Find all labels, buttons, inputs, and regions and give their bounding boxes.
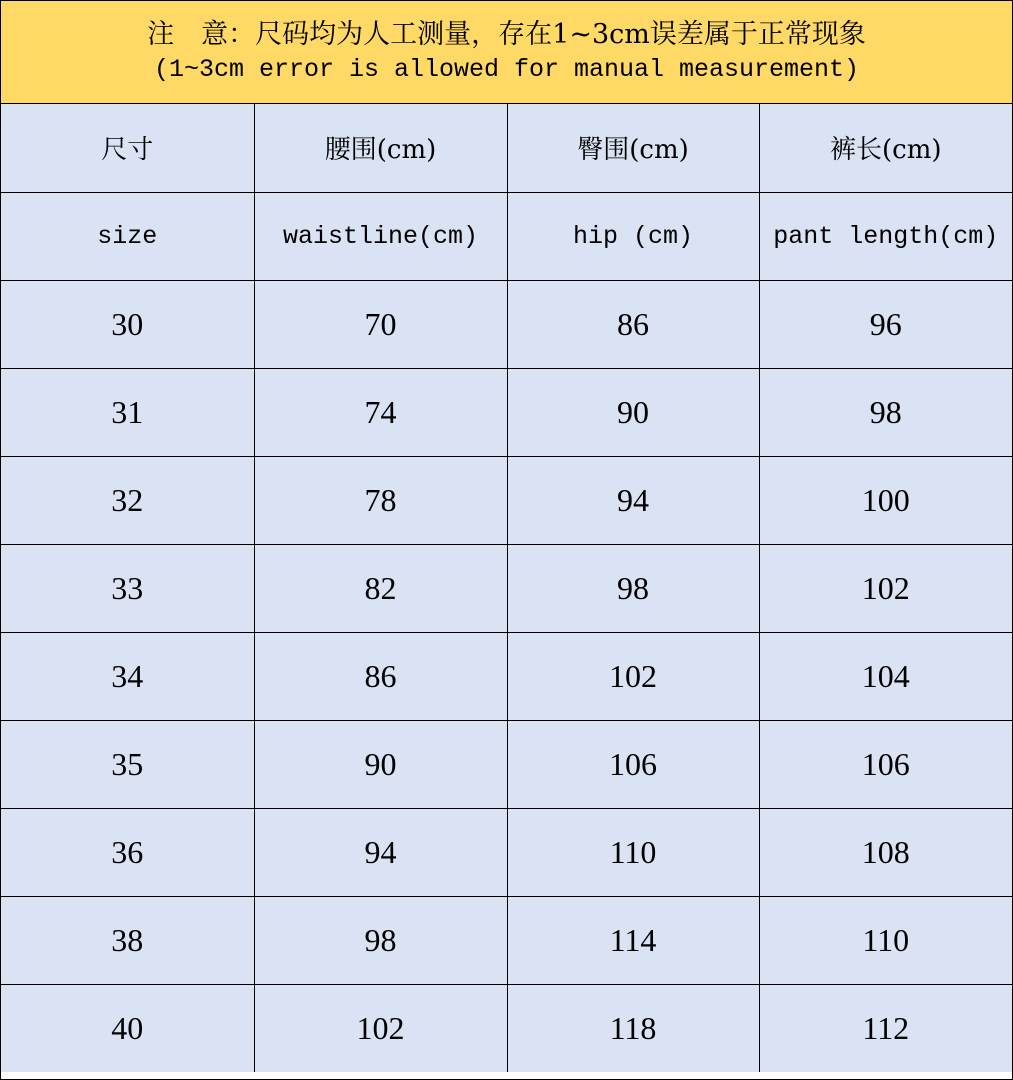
pant-length-cell: 100 (759, 456, 1012, 544)
hip-cell: 94 (507, 456, 759, 544)
size-cell: 34 (1, 632, 254, 720)
pant-length-cell: 112 (759, 984, 1012, 1072)
table-row (1, 280, 1012, 368)
size-table-body (1, 104, 1012, 1072)
pant-length-cell: 108 (759, 808, 1012, 896)
pant-length-cell: 106 (759, 720, 1012, 808)
notice-english: (1~3cm error is allowed for manual measurement) (153, 55, 860, 84)
waistline-cell: 98 (254, 896, 507, 984)
pant-length-cell: 102 (759, 544, 1012, 632)
hip-cell: 90 (507, 368, 759, 456)
hip-cell: 106 (507, 720, 759, 808)
pant-length-cell: 98 (759, 368, 1012, 456)
hip-cell: 118 (507, 984, 759, 1072)
header-row-english (1, 192, 1012, 280)
header-hip-cn: 臀围(cm) (507, 104, 759, 192)
size-table (1, 104, 1012, 1072)
size-cell: 33 (1, 544, 254, 632)
pant-length-cell: 96 (759, 280, 1012, 368)
waistline-cell: 70 (254, 280, 507, 368)
table-row (1, 808, 1012, 896)
hip-cell: 110 (507, 808, 759, 896)
size-cell: 38 (1, 896, 254, 984)
header-waist-cn: 腰围(cm) (254, 104, 507, 192)
measurement-notice (1, 1, 1012, 104)
header-size-cn: 尺寸 (1, 104, 254, 192)
hip-cell: 114 (507, 896, 759, 984)
waistline-cell: 102 (254, 984, 507, 1072)
header-row-chinese (1, 104, 1012, 192)
header-length-en: pant length(cm) (759, 192, 1012, 280)
waistline-cell: 94 (254, 808, 507, 896)
hip-cell: 86 (507, 280, 759, 368)
header-waist-en: waistline(cm) (254, 192, 507, 280)
pant-length-cell: 104 (759, 632, 1012, 720)
table-row (1, 368, 1012, 456)
header-hip-en: hip (cm) (507, 192, 759, 280)
size-cell: 32 (1, 456, 254, 544)
waistline-cell: 74 (254, 368, 507, 456)
table-row (1, 720, 1012, 808)
size-cell: 36 (1, 808, 254, 896)
hip-cell: 98 (507, 544, 759, 632)
pant-length-cell: 110 (759, 896, 1012, 984)
notice-chinese: 注 意：尺码均为人工测量，存在1~3cm误差属于正常现象 (147, 19, 866, 50)
table-row (1, 984, 1012, 1072)
table-row (1, 456, 1012, 544)
hip-cell: 102 (507, 632, 759, 720)
size-cell: 40 (1, 984, 254, 1072)
header-length-cn: 裤长(cm) (759, 104, 1012, 192)
waistline-cell: 82 (254, 544, 507, 632)
size-cell: 35 (1, 720, 254, 808)
table-row (1, 544, 1012, 632)
size-cell: 31 (1, 368, 254, 456)
waistline-cell: 86 (254, 632, 507, 720)
waistline-cell: 90 (254, 720, 507, 808)
table-row (1, 896, 1012, 984)
table-row (1, 632, 1012, 720)
header-size-en: size (1, 192, 254, 280)
waistline-cell: 78 (254, 456, 507, 544)
size-cell: 30 (1, 280, 254, 368)
